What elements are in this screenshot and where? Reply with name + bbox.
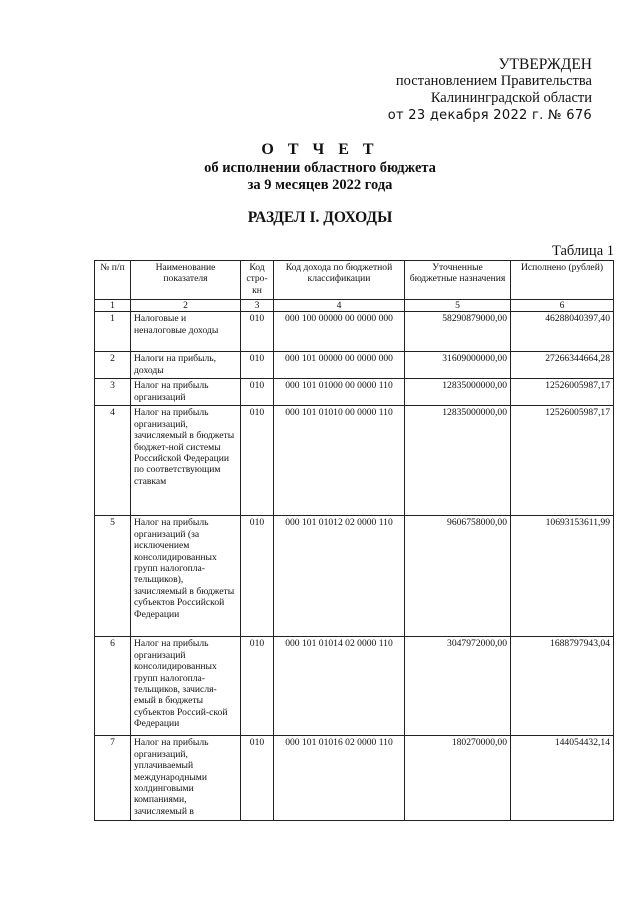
cell-name: Налог на прибыль организаций (за исключением консолидированных групп налогопла-тельщиков), зачисляемый в бюджеты субъектов Российской Федерации (131, 516, 241, 637)
cell-no: 6 (95, 637, 131, 736)
cell-name: Налог на прибыль организаций консолидированных групп налогопла-тельщиков, зачисля-емый в бюджеты субъектов Россий-ской Федерации (131, 637, 241, 736)
report-subtitle-2: за 9 месяцев 2022 года (247, 177, 393, 193)
cell-no: 2 (95, 352, 131, 379)
report-subtitle-1: об исполнении областного бюджета (204, 160, 436, 176)
section-title: РАЗДЕЛ I. ДОХОДЫ (247, 209, 393, 226)
table-row (95, 352, 614, 379)
cell-name: Налог на прибыль организаций (131, 379, 241, 406)
cell-line-code: 010 (241, 637, 274, 736)
header-kbk: Код дохода по бюджетной классификации (274, 261, 405, 300)
cell-executed: 46288040397,40 (511, 312, 614, 352)
cell-executed: 144054432,14 (511, 736, 614, 821)
cell-planned: 3047972000,00 (405, 637, 511, 736)
cell-kbk: 000 101 01016 02 0000 110 (274, 736, 405, 821)
cell-line-code: 010 (241, 736, 274, 821)
cell-planned: 180270000,00 (405, 736, 511, 821)
cell-no: 4 (95, 406, 131, 516)
cell-line-code: 010 (241, 406, 274, 516)
cell-kbk: 000 101 01014 02 0000 110 (274, 637, 405, 736)
approval-date: от 23 декабря 2022 г. № 676 (387, 108, 592, 123)
cell-line-code: 010 (241, 379, 274, 406)
column-number: 4 (274, 300, 405, 312)
cell-kbk: 000 101 00000 00 0000 000 (274, 352, 405, 379)
header-no: № п/п (95, 261, 131, 300)
cell-no: 7 (95, 736, 131, 821)
table-row (95, 379, 614, 406)
table-row (95, 406, 614, 516)
cell-executed: 10693153611,99 (511, 516, 614, 637)
cell-line-code: 010 (241, 312, 274, 352)
column-number: 1 (95, 300, 131, 312)
cell-kbk: 000 101 01012 02 0000 110 (274, 516, 405, 637)
approval-line-1: постановлением Правительства (395, 73, 592, 89)
header-executed: Исполнено (рублей) (511, 261, 614, 300)
cell-no: 1 (95, 312, 131, 352)
cell-executed: 12526005987,17 (511, 406, 614, 516)
table-row (95, 516, 614, 637)
cell-planned: 31609000000,00 (405, 352, 511, 379)
column-number: 5 (405, 300, 511, 312)
table-row (95, 736, 614, 821)
cell-planned: 9606758000,00 (405, 516, 511, 637)
cell-line-code: 010 (241, 516, 274, 637)
column-number: 6 (511, 300, 614, 312)
cell-executed: 1688797943,04 (511, 637, 614, 736)
cell-kbk: 000 101 01010 00 0000 110 (274, 406, 405, 516)
approval-line-2: Калининградской области (430, 90, 592, 106)
table-label: Таблица 1 (551, 243, 614, 259)
report-title: О Т Ч Е Т (261, 141, 379, 158)
column-number: 2 (131, 300, 241, 312)
cell-kbk: 000 100 00000 00 0000 000 (274, 312, 405, 352)
header-planned: Уточненные бюджетные назначения (405, 261, 511, 300)
cell-name: Налоги на прибыль, доходы (131, 352, 241, 379)
report-title-block (0, 140, 640, 194)
cell-no: 3 (95, 379, 131, 406)
cell-planned: 12835000000,00 (405, 406, 511, 516)
cell-name: Налог на прибыль организаций, зачисляемый в бюджеты бюджет-ной системы Российской Федерации по соответствующим ставкам (131, 406, 241, 516)
table-row (95, 637, 614, 736)
column-number-row (95, 300, 614, 312)
income-table (94, 260, 614, 821)
cell-line-code: 010 (241, 352, 274, 379)
table-row (95, 312, 614, 352)
approval-block (352, 56, 592, 124)
cell-name: Налоговые и неналоговые доходы (131, 312, 241, 352)
header-line-code: Код стро-кн (241, 261, 274, 300)
table-header-row (95, 261, 614, 300)
approval-heading: УТВЕРЖДЕН (498, 56, 592, 73)
cell-planned: 12835000000,00 (405, 379, 511, 406)
column-number: 3 (241, 300, 274, 312)
cell-planned: 58290879000,00 (405, 312, 511, 352)
cell-no: 5 (95, 516, 131, 637)
cell-executed: 12526005987,17 (511, 379, 614, 406)
cell-name: Налог на прибыль организаций, уплачиваемый международными холдинговыми компаниями, зачисляемый в (131, 736, 241, 821)
cell-executed: 27266344664,28 (511, 352, 614, 379)
header-name: Наименование показателя (131, 261, 241, 300)
cell-kbk: 000 101 01000 00 0000 110 (274, 379, 405, 406)
